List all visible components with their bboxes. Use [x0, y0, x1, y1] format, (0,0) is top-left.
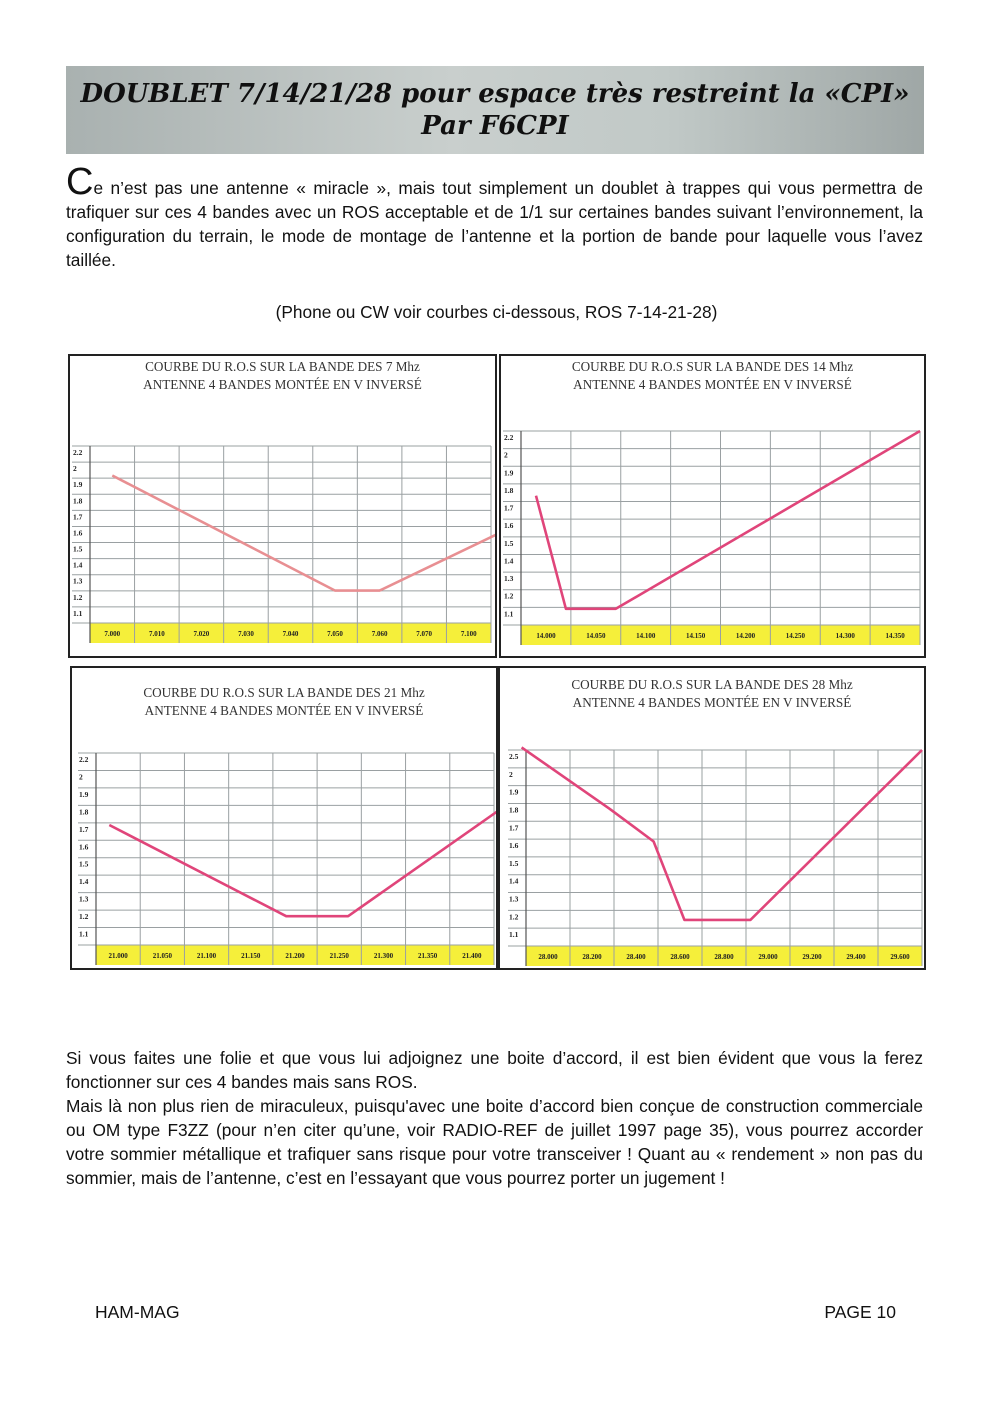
swr-curve — [109, 811, 496, 917]
y-tick-label: 1.9 — [73, 480, 83, 490]
y-tick-label: 1.6 — [509, 841, 519, 851]
x-tick-label: 7.010 — [148, 630, 165, 638]
y-tick-label: 1.8 — [509, 805, 519, 815]
y-tick-label: 2 — [509, 769, 513, 779]
x-tick-label: 28.200 — [582, 953, 602, 961]
y-tick-label: 1.7 — [79, 824, 89, 834]
x-tick-label: 7.100 — [460, 630, 477, 638]
x-tick-label: 14.150 — [685, 632, 706, 640]
footer-magazine: HAM-MAG — [95, 1302, 180, 1322]
y-tick-label: 2.2 — [79, 755, 89, 764]
intro-paragraph — [66, 161, 923, 272]
x-tick-label: 29.600 — [890, 953, 910, 961]
y-tick-label: 2 — [504, 450, 508, 460]
x-tick-label: 21.100 — [196, 952, 217, 960]
x-tick-label: 7.060 — [371, 630, 388, 638]
chart-subtitle: ANTENNE 4 BANDES MONTÉE EN V INVERSÉ — [573, 377, 852, 392]
x-tick-label: 28.400 — [626, 953, 646, 961]
y-tick-label: 1.5 — [504, 538, 514, 548]
x-tick-label: 21.000 — [108, 952, 128, 960]
y-tick-label: 1.3 — [73, 576, 83, 586]
y-tick-label: 1.9 — [509, 787, 519, 797]
x-tick-label: 28.600 — [670, 953, 690, 961]
x-tick-label: 7.030 — [238, 630, 254, 638]
y-tick-label: 1.3 — [504, 574, 514, 584]
chart-plot — [72, 668, 496, 968]
swr-chart-7mhz — [68, 354, 497, 658]
y-tick-label: 1.2 — [73, 592, 83, 602]
chart-plot — [70, 356, 495, 656]
x-tick-label: 14.050 — [586, 632, 606, 640]
chart-title: COURBE DU R.O.S SUR LA BANDE DES 28 Mhz — [571, 677, 853, 692]
curves-note: (Phone ou CW voir courbes ci-dessous, ROS 7-14-21-28) — [275, 302, 718, 322]
x-tick-label: 28.000 — [538, 953, 558, 961]
y-tick-label: 1.3 — [509, 894, 519, 904]
x-tick-label: 14.200 — [735, 632, 756, 640]
y-tick-label: 1.8 — [79, 807, 89, 817]
y-tick-label: 1.8 — [73, 496, 83, 506]
y-tick-label: 1.5 — [73, 544, 83, 554]
swr-curve — [112, 476, 495, 591]
swr-curve — [522, 747, 922, 920]
x-tick-label: 29.400 — [846, 953, 866, 961]
y-tick-label: 1.2 — [79, 912, 89, 922]
x-tick-label: 7.050 — [327, 630, 343, 638]
y-tick-label: 2.2 — [73, 448, 83, 457]
y-tick-label: 1.8 — [504, 485, 514, 495]
y-tick-label: 1.2 — [504, 591, 514, 601]
y-tick-label: 1.4 — [79, 877, 89, 887]
body-paragraph-2: Mais là non plus rien de miraculeux, puisqu'avec une boite d’accord bien conçue de construction commerciale ou OM type F3ZZ (pour n’en citer qu’une, voir RADIO-REF de juillet 1997 page 35), vous pourrez accorder votre sommier métallique et trafiquer sans risque pour votre transceiver ! Quant au « rendement » non pas du sommier, mais de l’antenne, c’est en l’essayant que vous pourrez porter un jugement ! — [66, 1096, 923, 1188]
y-tick-label: 1.1 — [504, 609, 514, 619]
drop-cap: C — [66, 161, 94, 203]
chart-subtitle: ANTENNE 4 BANDES MONTÉE EN V INVERSÉ — [144, 703, 424, 718]
chart-subtitle: ANTENNE 4 BANDES MONTÉE EN V INVERSÉ — [572, 695, 852, 710]
chart-plot — [501, 356, 924, 656]
x-tick-label: 14.350 — [885, 632, 905, 640]
x-tick-label: 21.250 — [329, 952, 349, 960]
swr-chart-21mhz — [70, 666, 498, 970]
x-tick-label: 21.200 — [285, 952, 305, 960]
y-tick-label: 2 — [79, 772, 83, 782]
y-tick-label: 2 — [73, 464, 77, 474]
x-tick-label: 14.000 — [536, 632, 556, 640]
x-tick-label: 7.070 — [416, 630, 433, 638]
y-tick-label: 1.4 — [73, 560, 83, 570]
y-tick-label: 1.9 — [504, 468, 514, 478]
x-tick-label: 14.100 — [636, 632, 656, 640]
y-tick-label: 1.5 — [509, 858, 519, 868]
x-tick-label: 21.350 — [418, 952, 438, 960]
x-tick-label: 14.300 — [835, 632, 855, 640]
x-tick-label: 7.000 — [104, 630, 121, 638]
y-tick-label: 1.7 — [509, 823, 519, 833]
y-tick-label: 1.4 — [509, 876, 519, 886]
page-author: Par F6CPI — [421, 111, 569, 141]
footer-page-number: PAGE 10 — [824, 1302, 896, 1322]
swr-chart-28mhz — [498, 666, 926, 970]
x-tick-label: 21.050 — [152, 952, 172, 960]
y-tick-label: 1.4 — [504, 556, 514, 566]
chart-title: COURBE DU R.O.S SUR LA BANDE DES 14 Mhz — [571, 359, 854, 374]
y-tick-label: 1.1 — [509, 930, 519, 940]
x-tick-label: 21.300 — [373, 952, 394, 960]
intro-text: e n’est pas une antenne « miracle », mais tout simplement un doublet à trappes qui vous permettra de trafiquer sur ces 4 bandes avec un ROS acceptable et de 1/1 sur certaines bandes suivant l’environnement, la configuration du terrain, le mode de montage de l’antenne et la portion de bande pour laquelle vous l’avez taillée. — [66, 178, 923, 270]
body-paragraph-1: Si vous faites une folie et que vous lui adjoignez une boite d’accord, il est bien évident que vous la ferez fonctionner sur ces 4 bandes mais sans ROS. — [66, 1048, 923, 1092]
y-tick-label: 1.9 — [79, 789, 89, 799]
swr-chart-14mhz — [499, 354, 926, 658]
swr-curve — [536, 431, 920, 609]
chart-plot — [500, 668, 924, 968]
y-tick-label: 1.7 — [504, 503, 514, 513]
x-tick-label: 7.020 — [193, 630, 210, 638]
y-tick-label: 1.2 — [509, 912, 519, 922]
x-tick-label: 29.000 — [758, 953, 778, 961]
y-tick-label: 1.6 — [79, 842, 89, 852]
chart-title: COURBE DU R.O.S SUR LA BANDE DES 7 Mhz — [145, 359, 420, 374]
chart-title: COURBE DU R.O.S SUR LA BANDE DES 21 Mhz — [143, 685, 425, 700]
y-tick-label: 1.6 — [73, 528, 83, 538]
y-tick-label: 1.1 — [73, 608, 83, 618]
y-tick-label: 2.5 — [509, 752, 519, 761]
x-tick-label: 21.150 — [241, 952, 261, 960]
y-tick-label: 1.5 — [79, 859, 89, 869]
y-tick-label: 2.2 — [504, 433, 514, 442]
y-tick-label: 1.3 — [79, 894, 89, 904]
y-tick-label: 1.7 — [73, 512, 83, 522]
x-tick-label: 29.200 — [802, 953, 822, 961]
x-tick-label: 14.250 — [785, 632, 805, 640]
title-banner — [66, 66, 924, 154]
y-tick-label: 1.6 — [504, 521, 514, 531]
x-tick-label: 28.800 — [714, 953, 734, 961]
chart-subtitle: ANTENNE 4 BANDES MONTÉE EN V INVERSÉ — [143, 377, 422, 392]
y-tick-label: 1.1 — [79, 929, 89, 939]
x-tick-label: 7.040 — [282, 630, 299, 638]
page-title: DOUBLET 7/14/21/28 pour espace très restreint la «CPI» — [80, 79, 910, 109]
x-tick-label: 21.400 — [462, 952, 482, 960]
